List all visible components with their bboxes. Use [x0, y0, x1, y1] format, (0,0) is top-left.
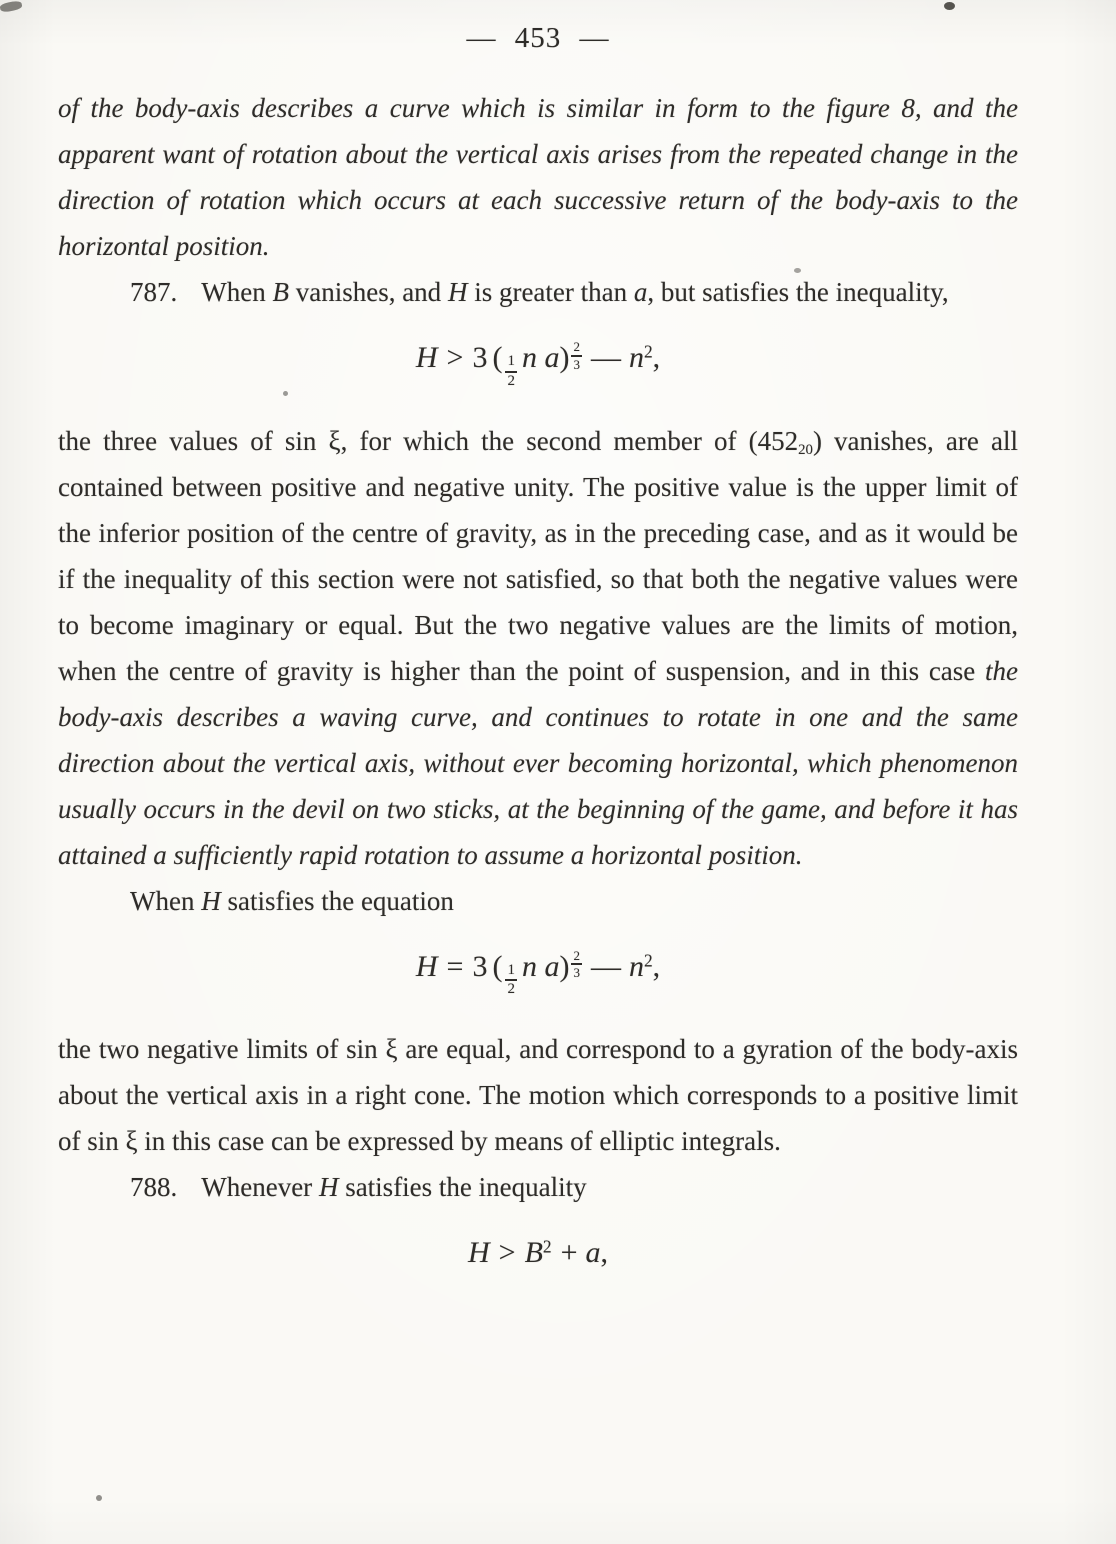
- math-variable: n: [628, 949, 644, 983]
- math-variable: H: [467, 1236, 490, 1269]
- exponent-two-thirds: [571, 949, 582, 980]
- math-variable: H: [415, 949, 438, 983]
- text-segment: vanishes, and: [288, 277, 448, 307]
- equation-inequality-788: [58, 1234, 1018, 1272]
- math-variable: a: [633, 277, 648, 307]
- left-paren: (: [492, 341, 503, 374]
- comma: ,: [652, 949, 661, 983]
- equation-equality: [58, 948, 1018, 999]
- section-number: 787.: [130, 277, 178, 307]
- minus-sign: —: [590, 341, 620, 374]
- scan-artifact-speck: [96, 1495, 102, 1501]
- fraction-numerator: 2: [571, 949, 582, 966]
- text-segment: the three values of sin ξ, for which the second member of (452: [58, 425, 799, 456]
- comma: ,: [652, 341, 661, 374]
- text-segment: ) vanishes, are all contained between positive and negative unity. The positive value is the upper limit of the inferior position of the centre of gravity, as in the preceding case, and as it would be if the inequality of this section were not satisfied, so that both the negative values were to become imaginary or equal. But the two negative values are the limits of motion, when the centre of gravity is higher than the point of suspension, and in this case: [58, 425, 1018, 686]
- math-variable: n: [628, 341, 644, 374]
- text-segment: Whenever: [201, 1172, 319, 1202]
- superscript: 2: [643, 341, 653, 362]
- text-segment: is greater than: [467, 277, 634, 307]
- math-variable: n a: [521, 341, 560, 374]
- text-segment: When: [130, 885, 202, 916]
- math-variable: n a: [521, 949, 560, 983]
- scan-artifact-speck: [794, 268, 801, 273]
- paragraph-two-negative-limits: [58, 1026, 1018, 1164]
- minus-sign: —: [590, 949, 620, 983]
- math-variable: H: [201, 885, 221, 916]
- math-variable: a: [585, 1236, 601, 1269]
- math-variable: B: [524, 1236, 543, 1269]
- text-segment: satisfies the inequality: [338, 1172, 587, 1202]
- right-paren: ): [559, 949, 570, 983]
- exponent-two-thirds: [571, 340, 582, 371]
- fraction-one-half: [505, 963, 517, 999]
- equation-inequality-787: [58, 339, 1018, 390]
- fraction-denominator: 3: [573, 965, 580, 981]
- greater-than-sign: >: [446, 341, 464, 374]
- text-segment: satisfies the equation: [220, 885, 454, 916]
- section-number: 788.: [130, 1172, 178, 1202]
- fraction-numerator: 1: [505, 354, 517, 373]
- greater-than-sign: >: [498, 1236, 516, 1269]
- text-segment: When: [201, 277, 273, 307]
- scan-artifact-speck: [944, 2, 955, 10]
- scan-artifact-speck: [0, 0, 23, 13]
- paragraph-when-h: [58, 878, 1018, 924]
- right-paren: ): [559, 341, 570, 374]
- scan-artifact-speck: [283, 391, 288, 396]
- equals-sign: =: [446, 949, 464, 983]
- text-segment: the two negative limits of sin ξ are equal, and correspond to a gyration of the body-axis about the vertical axis in a right cone. The motion which corresponds to a positive limit of sin ξ in this case can be expressed by means of elliptic integrals.: [58, 1034, 1018, 1156]
- coefficient: 3: [472, 949, 488, 983]
- paragraph-main: [58, 418, 1018, 878]
- fraction-denominator: 2: [507, 372, 515, 389]
- text-segment: , but satisfies the inequality,: [647, 277, 949, 307]
- text-segment-italic: the body-axis describes a waving curve, and continues to rotate in one and the same direction about the vertical axis, without ever becoming horizontal, which phenomenon usually occurs in the devil on two sticks, at the beginning of the game, and before it has attained a sufficiently rapid rotation to assume a horizontal position.: [58, 655, 1018, 870]
- superscript: 2: [643, 949, 653, 970]
- left-paren: (: [492, 949, 503, 983]
- superscript: 2: [542, 1236, 552, 1257]
- math-variable: H: [415, 341, 438, 374]
- coefficient: 3: [472, 341, 488, 374]
- plus-sign: +: [560, 1236, 577, 1269]
- paragraph-continuation: [58, 85, 1018, 269]
- page-number: — 453 —: [466, 22, 610, 54]
- fraction-one-half: [505, 354, 517, 390]
- math-variable: H: [318, 1172, 339, 1202]
- math-variable: H: [447, 277, 468, 307]
- paragraph-788: [58, 1164, 1018, 1210]
- subscript: 20: [798, 441, 813, 458]
- fraction-numerator: 1: [505, 963, 517, 982]
- fraction-denominator: 3: [573, 356, 580, 372]
- fraction-numerator: 2: [571, 340, 582, 357]
- text-segment: of the body-axis describes a curve which is similar in form to the figure 8, and the apparent want of rotation about the vertical axis arises from the repeated change in the direction of rotation which occurs at each successive return of the body-axis to the horizontal position.: [58, 93, 1018, 261]
- fraction-denominator: 2: [507, 981, 515, 998]
- math-variable: B: [272, 277, 289, 307]
- paragraph-787: [58, 269, 1018, 315]
- comma: ,: [600, 1236, 609, 1269]
